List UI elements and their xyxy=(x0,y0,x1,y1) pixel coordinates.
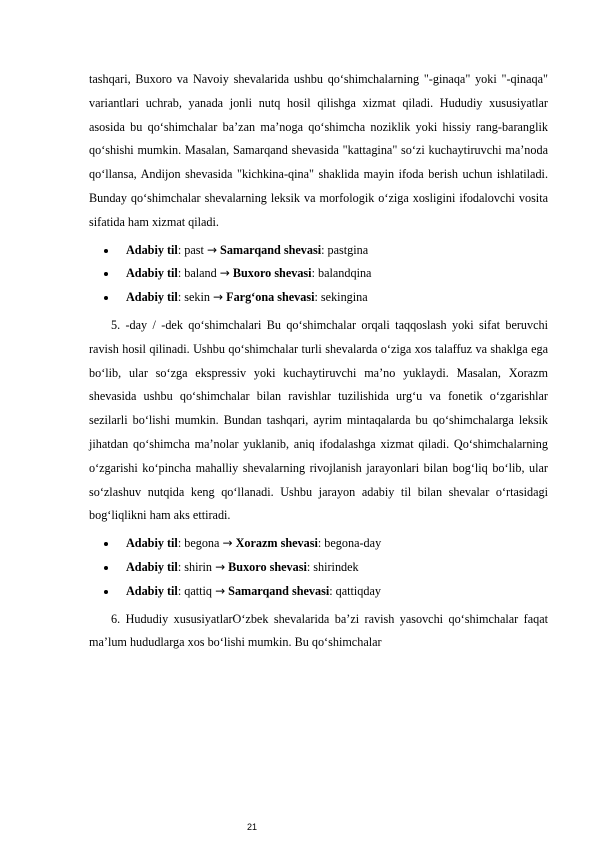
literary-value: : past xyxy=(177,242,204,257)
literary-label: Adabiy til xyxy=(126,559,178,574)
dialect-label: Samarqand shevasi xyxy=(220,242,322,257)
dialect-label: Xorazm shevasi xyxy=(235,536,318,551)
bullet-icon xyxy=(104,566,108,570)
example-list-day xyxy=(89,532,548,603)
right-arrow-icon: → xyxy=(215,583,226,598)
dialect-value: : sekingina xyxy=(314,290,368,305)
dialect-value: : pastgina xyxy=(321,242,369,257)
list-item xyxy=(89,286,548,310)
literary-value: : shirin xyxy=(177,559,213,574)
bullet-icon xyxy=(104,296,108,300)
literary-value: : begona xyxy=(177,536,220,551)
right-arrow-icon: → xyxy=(206,242,217,257)
bullet-icon xyxy=(104,590,108,594)
page-number: 21 xyxy=(247,822,258,832)
dialect-label: Samarqand shevasi xyxy=(228,583,330,598)
list-item xyxy=(89,262,548,286)
right-arrow-icon: → xyxy=(219,266,230,281)
literary-value: : baland xyxy=(177,266,217,281)
list-item xyxy=(89,532,548,556)
document-page xyxy=(89,68,548,655)
list-item xyxy=(89,556,548,580)
paragraph-day-dek: 5. -day / -dek qo‘shimchalari Bu qo‘shimchalar orqali taqqoslash yoki sifat beruvchi ravish hosil qilinadi. Ushbu qo‘shimchalar turli shevalarda o‘ziga xos talaffuz va shaklga ega bo‘lib, ular so‘zga ekspressiv yoki kuchaytiruvchi ma’no yuklaydi. Masalan, Xorazm shevasida ushbu qo‘shimchalar bilan ravishlar tuzilishida urg‘u va fonetik o‘zgarishlar sezilarli bo‘lishi mumkin. Bundan tashqari, ayrim mintaqalarda bu qo‘shimchalarga leksik jihatdan qo‘shimcha ma’nolar yuklanib, aniq ifodalashga xizmat qiladi. Qo‘shimchalarning o‘zgarishi ko‘pincha mahalliy shevalarning rivojlanish jarayonlari bilan bog‘liq bo‘lib, ular so‘zlashuv nutqida keng qo‘llanadi. Ushbu jarayon adabiy til bilan shevalar o‘rtasidagi bog‘liqlikni ham aks ettiradi. xyxy=(89,317,548,523)
dialect-label: Buxoro shevasi xyxy=(228,559,307,574)
dialect-label: Buxoro shevasi xyxy=(232,266,312,281)
dialect-value: : begona-day xyxy=(317,536,382,551)
bullet-icon xyxy=(104,272,108,276)
literary-value: : sekin xyxy=(177,290,210,305)
example-list-gina xyxy=(89,239,548,310)
dialect-label: Farg‘ona shevasi xyxy=(226,290,315,305)
literary-label: Adabiy til xyxy=(126,536,178,551)
literary-value: : qattiq xyxy=(177,583,213,598)
literary-label: Adabiy til xyxy=(126,242,178,257)
paragraph-ginaqa-variants: tashqari, Buxoro va Navoiy shevalarida ushbu qo‘shimchalarning "-ginaqa" yoki "-qinaqa" variantlari uchrab, yanada jonli nutq hosil qilishga xizmat qiladi. Hududiy xususiyatlar asosida bu qo‘shimchalar ba’zan ma’noga qo‘shimcha noziklik yoki hissiy rang-baranglik qo‘shishi mumkin. Masalan, Samarqand shevasida "kattagina" so‘zi kuchaytiruvchi ma’noda qo‘llansa, Andijon shevasida "kichkina-qina" shaklida mayin ifoda berish uchun ishlatiladi. Bunday qo‘shimchalar shevalarning leksik va morfologik o‘ziga xosligini ifodalovchi vosita sifatida ham xizmat qiladi. xyxy=(89,72,548,229)
dialect-value: : qattiqday xyxy=(329,583,381,598)
list-item xyxy=(89,239,548,263)
paragraph-regional-features: 6. Hududiy xususiyatlarO‘zbek shevalarida ba’zi ravish yasovchi qo‘shimchalar faqat ma’lum hududlarga xos bo‘lishi mumkin. Bu qo‘shimchalar xyxy=(89,611,548,650)
list-item xyxy=(89,580,548,604)
literary-label: Adabiy til xyxy=(126,266,178,281)
bullet-icon xyxy=(104,249,108,253)
dialect-value: : balandqina xyxy=(311,266,372,281)
literary-label: Adabiy til xyxy=(126,290,178,305)
literary-label: Adabiy til xyxy=(126,583,178,598)
right-arrow-icon: → xyxy=(215,559,226,574)
bullet-icon xyxy=(104,542,108,546)
right-arrow-icon: → xyxy=(222,536,233,551)
dialect-value: : shirindek xyxy=(306,559,359,574)
right-arrow-icon: → xyxy=(213,290,224,305)
